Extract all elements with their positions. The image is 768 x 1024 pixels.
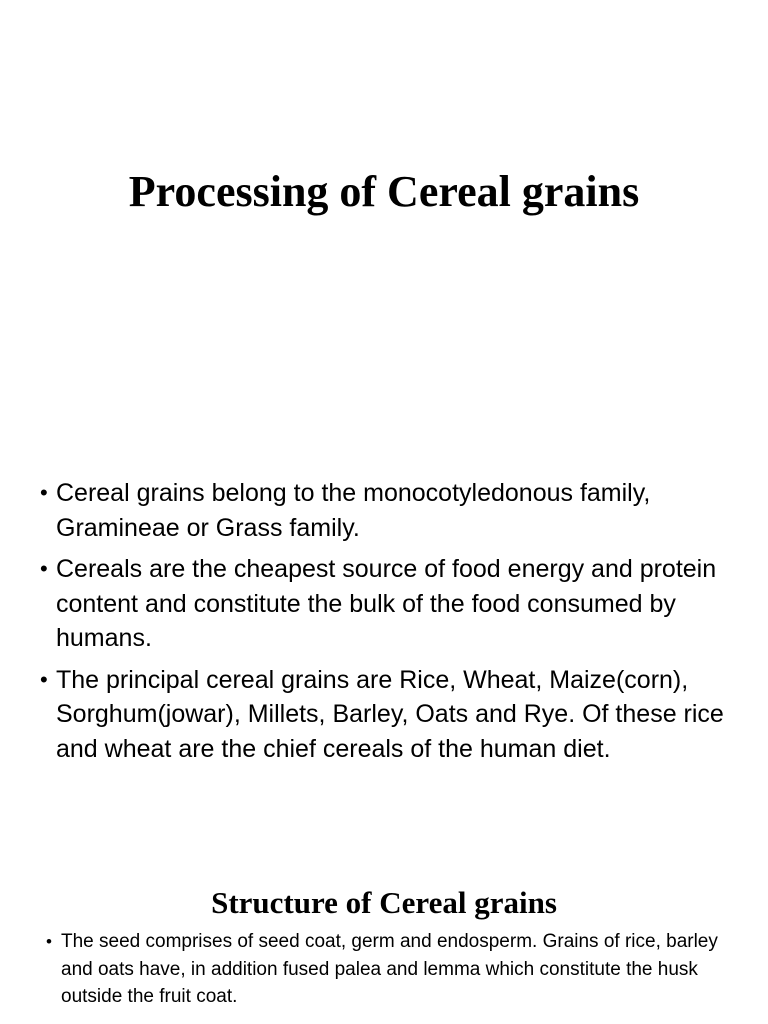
bullet-text: Cereals are the cheapest source of food energy and protein content and constitute the bulk of the food consumed by humans. — [56, 555, 717, 652]
bullet-marker: • — [40, 556, 48, 581]
bullet-item — [40, 476, 740, 545]
bullet-text: The seed comprises of seed coat, germ and endosperm. Grains of rice, barley and oats have, in addition fused palea and lemma which constitute the husk outside the fruit coat. — [61, 931, 718, 1007]
section-title: Structure of Cereal grains — [211, 885, 557, 920]
bullet-item — [40, 552, 740, 656]
section-bullet-list — [46, 928, 736, 1019]
bullet-marker: • — [46, 932, 52, 951]
bullet-text: Cereal grains belong to the monocotyledonous family, Gramineae or Grass family. — [56, 479, 651, 542]
bullet-item — [40, 663, 740, 767]
bullet-list — [40, 476, 740, 773]
page-title: Processing of Cereal grains — [128, 167, 640, 216]
bullet-marker: • — [40, 666, 48, 692]
bullet-marker: • — [40, 480, 48, 505]
section-bullet-item — [46, 928, 736, 1011]
bullet-text: The principal cereal grains are Rice, Wheat, Maize(corn), Sorghum(jowar), Millets, Barley, Oats and Rye. Of these rice and wheat are the chief cereals of the human diet. — [56, 665, 724, 763]
